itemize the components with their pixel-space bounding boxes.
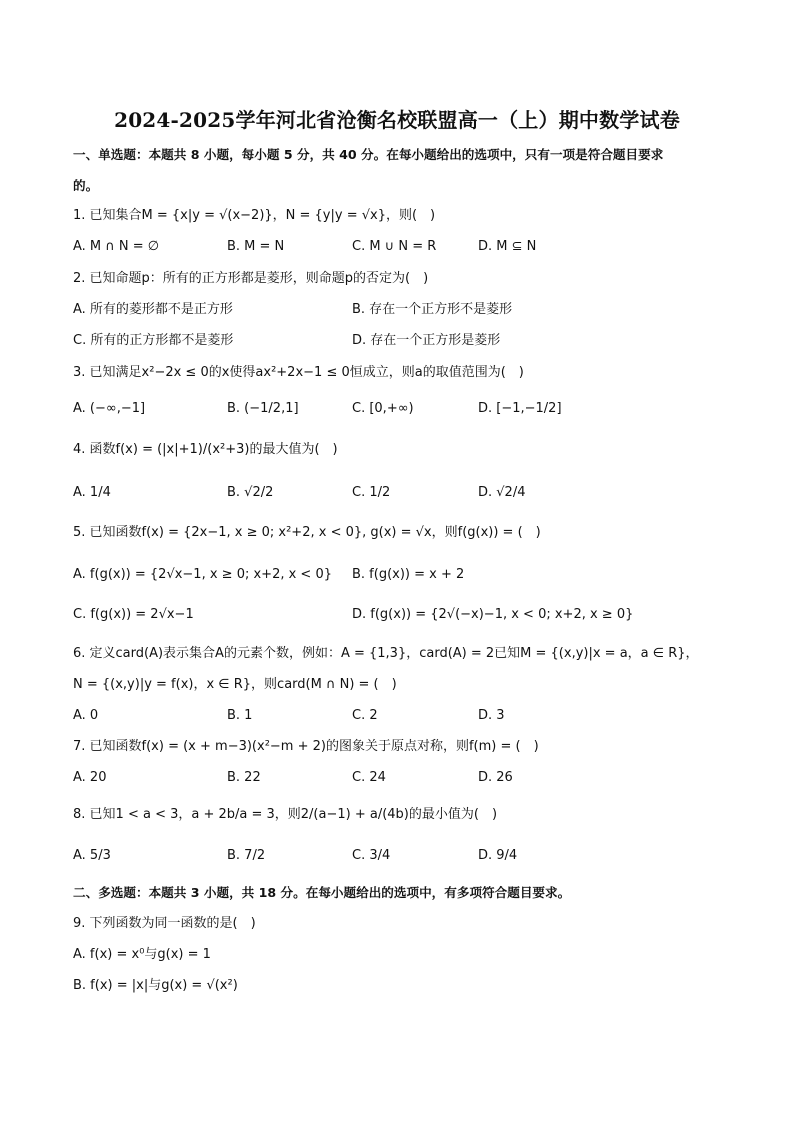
q6-option-b: B. 1: [227, 708, 253, 723]
q7-option-c: C. 24: [352, 770, 386, 785]
q5-option-c: C. f(g(x)) = 2√x−1: [73, 607, 194, 622]
section-1-heading: 一、单选题：本题共 8 小题，每小题 5 分，共 40 分。在每小题给出的选项中，只有一项是符合题目要求: [73, 147, 664, 162]
q4-stem: 4. 函数f(x) = (|x|+1)/(x²+3)的最大值为( ): [73, 442, 338, 457]
q8-option-b: B. 7/2: [227, 848, 266, 863]
q6-option-d: D. 3: [478, 708, 505, 723]
q8-option-d: D. 9/4: [478, 848, 518, 863]
q2-stem: 2. 已知命题p：所有的正方形都是菱形，则命题p的否定为( ): [73, 271, 429, 286]
q8-option-c: C. 3/4: [352, 848, 391, 863]
q6-stem-line-2: N = {(x,y)|y = f(x)，x ∈ R}，则card(M ∩ N) = ( ): [73, 677, 397, 692]
q8-option-a: A. 5/3: [73, 848, 111, 863]
q1-option-c: C. M ∪ N = R: [352, 239, 437, 254]
q6-option-a: A. 0: [73, 708, 99, 723]
q1-option-a: A. M ∩ N = ∅: [73, 239, 160, 254]
q6-option-c: C. 2: [352, 708, 378, 723]
q3-option-b: B. (−1/2,1]: [227, 401, 299, 416]
q9-stem: 9. 下列函数为同一函数的是( ): [73, 916, 256, 931]
q7-option-b: B. 22: [227, 770, 261, 785]
page-title: 2024-2025学年河北省沧衡名校联盟高一（上）期中数学试卷: [114, 108, 680, 132]
q2-option-d: D. 存在一个正方形是菱形: [352, 333, 501, 348]
q4-option-c: C. 1/2: [352, 485, 391, 500]
section-2-heading: 二、多选题：本题共 3 小题，共 18 分。在每小题给出的选项中，有多项符合题目要求。: [73, 885, 571, 900]
q3-option-a: A. (−∞,−1]: [73, 401, 146, 416]
q2-option-a: A. 所有的菱形都不是正方形: [73, 302, 233, 317]
q9-option-a: A. f(x) = x⁰与g(x) = 1: [73, 947, 211, 962]
q5-option-b: B. f(g(x)) = x + 2: [352, 567, 465, 582]
q1-option-d: D. M ⊆ N: [478, 239, 537, 254]
q4-option-a: A. 1/4: [73, 485, 111, 500]
q1-option-b: B. M = N: [227, 239, 285, 254]
q1-stem: 1. 已知集合M = {x|y = √(x−2)}，N = {y|y = √x}，则( ): [73, 208, 436, 223]
section-1-heading-cont: 的。: [73, 178, 99, 193]
q9-option-b: B. f(x) = |x|与g(x) = √(x²): [73, 978, 238, 993]
q4-option-b: B. √2/2: [227, 485, 274, 500]
q2-option-c: C. 所有的正方形都不是菱形: [73, 333, 234, 348]
q3-option-c: C. [0,+∞): [352, 401, 414, 416]
q7-option-a: A. 20: [73, 770, 107, 785]
q7-option-d: D. 26: [478, 770, 513, 785]
q5-option-a: A. f(g(x)) = {2√x−1, x ≥ 0; x+2, x < 0}: [73, 567, 332, 582]
q2-option-b: B. 存在一个正方形不是菱形: [352, 302, 513, 317]
q6-stem-line-1: 6. 定义card(A)表示集合A的元素个数，例如：A = {1,3}，card(A) = 2已知M = {(x,y)|x = a，a ∈ R}，: [73, 646, 699, 661]
q5-stem: 5. 已知函数f(x) = {2x−1, x ≥ 0; x²+2, x < 0}, g(x) = √x，则f(g(x)) = ( ): [73, 525, 541, 540]
q8-stem: 8. 已知1 < a < 3，a + 2b/a = 3，则2/(a−1) + a/(4b)的最小值为( ): [73, 807, 498, 822]
q4-option-d: D. √2/4: [478, 485, 526, 500]
q3-option-d: D. [−1,−1/2]: [478, 401, 562, 416]
q5-option-d: D. f(g(x)) = {2√(−x)−1, x < 0; x+2, x ≥ 0}: [352, 607, 634, 622]
q3-stem: 3. 已知满足x²−2x ≤ 0的x使得ax²+2x−1 ≤ 0恒成立，则a的取值范围为( ): [73, 365, 524, 380]
q7-stem: 7. 已知函数f(x) = (x + m−3)(x²−m + 2)的图象关于原点对称，则f(m) = ( ): [73, 739, 539, 754]
